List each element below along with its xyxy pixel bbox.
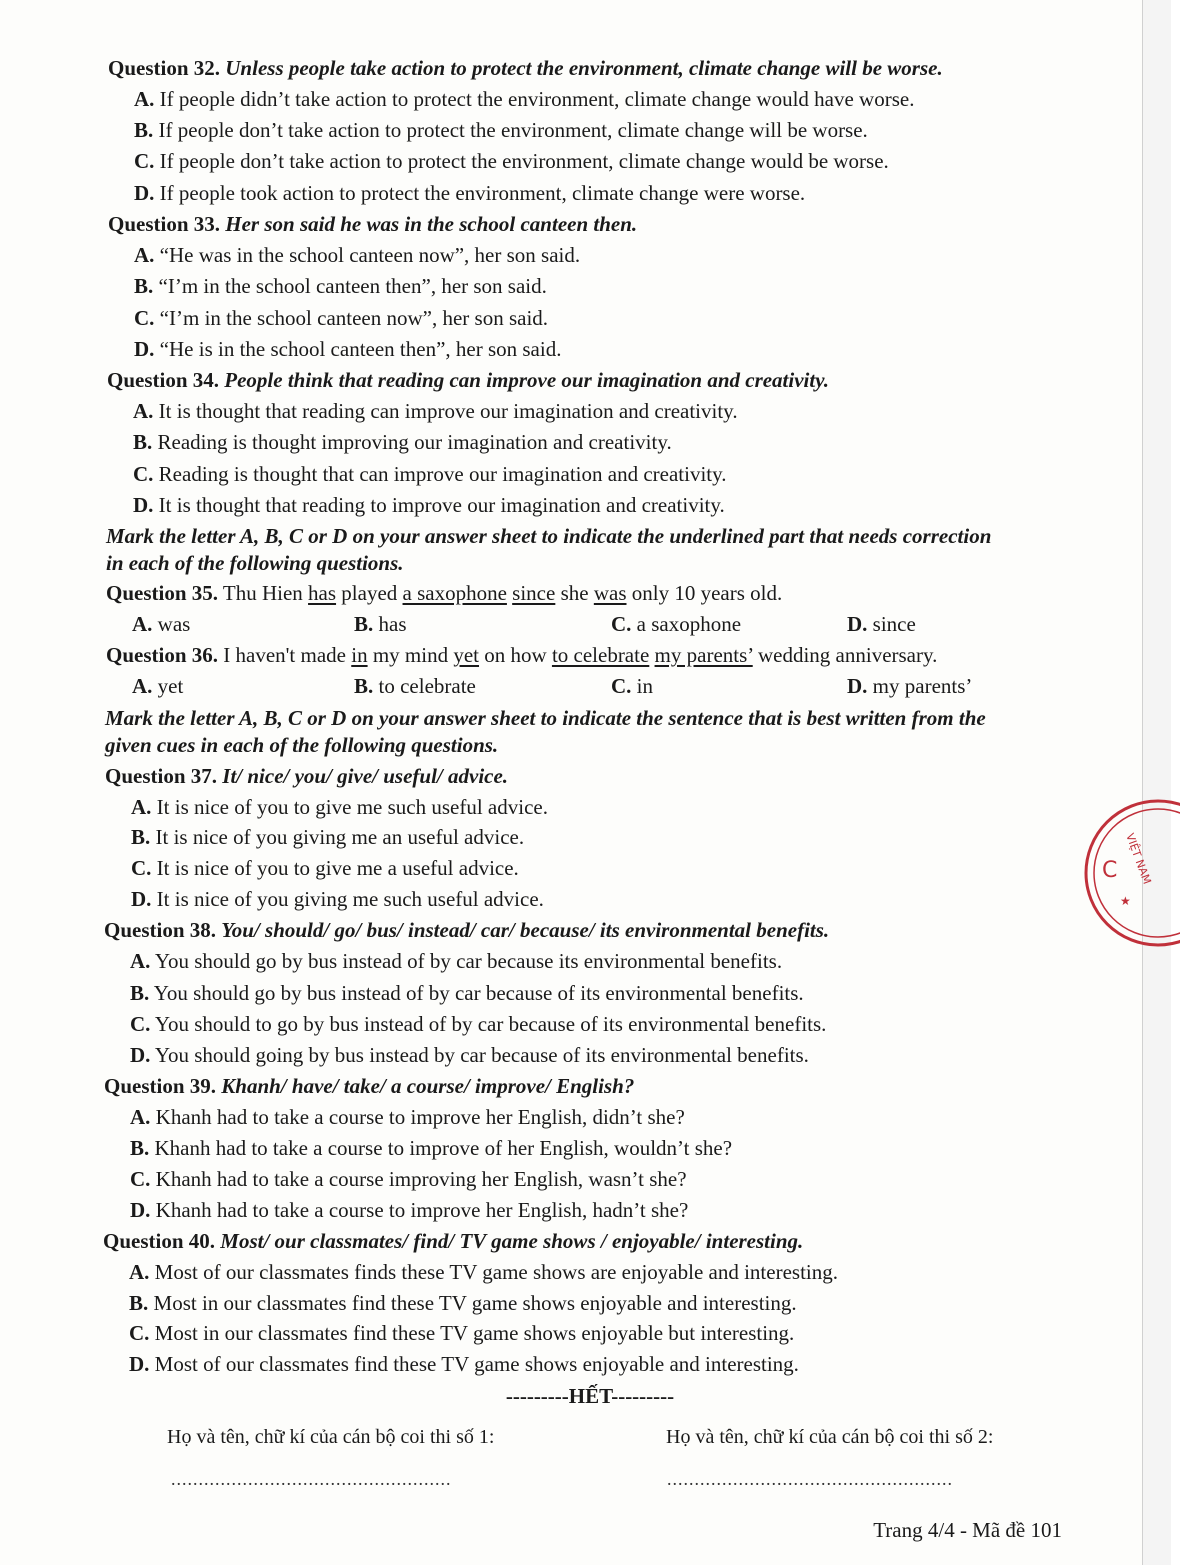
option-a: A. was xyxy=(132,612,191,636)
question-prompt: You/ should/ go/ bus/ instead/ car/ because/ its environmental benefits. xyxy=(221,918,830,942)
option-b: B. Reading is thought improving our imagination and creativity. xyxy=(133,430,672,454)
underlined-part: yet xyxy=(453,643,480,667)
page-footer: Trang 4/4 - Mã đề 101 xyxy=(873,1518,1062,1542)
option-d: D. Most of our classmates find these TV game shows enjoyable and interesting. xyxy=(129,1352,799,1376)
question-38 xyxy=(104,917,829,943)
underlined-part: to celebrate xyxy=(551,643,650,667)
question-36: Question 36. I haven't made in my mind yet on how to celebrate my parents’ wedding anniversary. xyxy=(106,643,938,667)
option-a: A. If people didn’t take action to protect the environment, climate change would have worse. xyxy=(134,87,915,111)
question-prompt: It/ nice/ you/ give/ useful/ advice. xyxy=(222,764,509,788)
option-d: D. You should going by bus instead by car because of its environmental benefits. xyxy=(130,1043,809,1067)
option-c: C. It is nice of you to give me a useful advice. xyxy=(131,856,519,880)
question-number: Question 33. xyxy=(108,212,221,236)
svg-text:★: ★ xyxy=(1120,894,1131,908)
option-a: A. Khanh had to take a course to improve her English, didn’t she? xyxy=(130,1105,685,1129)
question-37 xyxy=(105,763,508,789)
option-d: D. Khanh had to take a course to improve her English, hadn’t she? xyxy=(130,1198,689,1222)
option-a: A. Most of our classmates finds these TV game shows are enjoyable and interesting. xyxy=(129,1260,838,1284)
instruction-line: Mark the letter A, B, C or D on your answer sheet to indicate the sentence that is best written from the xyxy=(105,706,986,730)
option-d: D. my parents’ xyxy=(847,674,973,698)
instruction-line: in each of the following questions. xyxy=(106,551,404,575)
question-39 xyxy=(104,1073,634,1099)
signature-line-2: .................................................... xyxy=(667,1469,953,1489)
instruction-correction xyxy=(106,523,1106,577)
question-34 xyxy=(107,367,829,393)
question-35: Question 35. Thu Hien has played a saxophone since she was only 10 years old. xyxy=(106,581,783,605)
underlined-part: was xyxy=(593,581,627,605)
question-number: Question 36. xyxy=(106,643,219,667)
question-prompt: Her son said he was in the school canteen then. xyxy=(225,212,638,236)
instruction-line: given cues in each of the following questions. xyxy=(105,733,499,757)
underlined-part: in xyxy=(351,643,368,667)
option-c: C. Reading is thought that can improve our imagination and creativity. xyxy=(133,462,727,486)
option-c: C. “I’m in the school canteen now”, her son said. xyxy=(134,306,549,330)
option-b: B. “I’m in the school canteen then”, her son said. xyxy=(134,274,547,298)
underlined-part: since xyxy=(512,581,556,605)
option-b: B. to celebrate xyxy=(354,674,476,698)
option-c: C. You should to go by bus instead of by car because of its environmental benefits. xyxy=(130,1012,827,1036)
question-33 xyxy=(108,211,637,237)
instruction-cues xyxy=(105,705,1105,759)
signature-line-1: ................................................... xyxy=(171,1469,452,1489)
question-number: Question 38. xyxy=(104,918,217,942)
signature-label-2: Họ và tên, chữ kí của cán bộ coi thi số 2: xyxy=(666,1426,994,1448)
option-a: A. It is nice of you to give me such useful advice. xyxy=(131,795,548,819)
question-prompt: Most/ our classmates/ find/ TV game shows / enjoyable/ interesting. xyxy=(220,1229,804,1253)
option-c: C. Most in our classmates find these TV game shows enjoyable but interesting. xyxy=(129,1321,795,1345)
underlined-part: has xyxy=(308,581,337,605)
option-b: B. Most in our classmates find these TV game shows enjoyable and interesting. xyxy=(129,1291,797,1315)
option-a: A. It is thought that reading can improve our imagination and creativity. xyxy=(133,399,738,423)
question-prompt: Khanh/ have/ take/ a course/ improve/ English? xyxy=(221,1074,635,1098)
question-32 xyxy=(108,55,943,81)
question-number: Question 37. xyxy=(105,764,218,788)
option-d: D. since xyxy=(847,612,916,636)
question-prompt: People think that reading can improve our imagination and creativity. xyxy=(224,368,830,392)
question-prompt: Unless people take action to protect the environment, climate change will be worse. xyxy=(225,56,943,80)
option-d: D. It is nice of you giving me such useful advice. xyxy=(131,887,544,911)
option-b: B. has xyxy=(354,612,407,636)
underlined-part: my parents’ xyxy=(654,643,753,667)
option-b: B. If people don’t take action to protect the environment, climate change will be worse. xyxy=(134,118,868,142)
question-number: Question 40. xyxy=(103,1229,216,1253)
question-40 xyxy=(103,1228,803,1254)
instruction-line: Mark the letter A, B, C or D on your answer sheet to indicate the underlined part that needs correction xyxy=(106,524,992,548)
option-d: D. It is thought that reading to improve our imagination and creativity. xyxy=(133,493,725,517)
svg-text:VIỆT NAM: VIỆT NAM xyxy=(1123,831,1154,887)
option-c: C. Khanh had to take a course improving her English, wasn’t she? xyxy=(130,1167,687,1191)
signature-label-1: Họ và tên, chữ kí của cán bộ coi thi số 1: xyxy=(167,1426,495,1448)
svg-text:C: C xyxy=(1102,858,1118,883)
option-a: A. yet xyxy=(132,674,184,698)
option-b: B. Khanh had to take a course to improve of her English, wouldn’t she? xyxy=(130,1136,733,1160)
option-d: D. “He is in the school canteen then”, her son said. xyxy=(134,337,562,361)
underlined-part: a saxophone xyxy=(402,581,507,605)
option-d: D. If people took action to protect the environment, climate change were worse. xyxy=(134,181,806,205)
question-number: Question 39. xyxy=(104,1074,217,1098)
option-c: C. If people don’t take action to protect the environment, climate change would be worse. xyxy=(134,149,889,173)
question-number: Question 34. xyxy=(107,368,220,392)
option-b: B. You should go by bus instead of by car because of its environmental benefits. xyxy=(130,981,804,1005)
option-c: C. in xyxy=(611,674,654,698)
stamp-seal xyxy=(1080,795,1154,955)
option-a: A. You should go by bus instead of by car because its environmental benefits. xyxy=(130,949,783,973)
end-mark: ---------HẾT--------- xyxy=(505,1384,675,1408)
question-number: Question 35. xyxy=(106,581,219,605)
option-a: A. “He was in the school canteen now”, her son said. xyxy=(134,243,581,267)
option-b: B. It is nice of you giving me an useful advice. xyxy=(131,825,525,849)
option-c: C. a saxophone xyxy=(611,612,742,636)
question-number: Question 32. xyxy=(108,56,221,80)
page-edge xyxy=(1142,0,1171,1565)
